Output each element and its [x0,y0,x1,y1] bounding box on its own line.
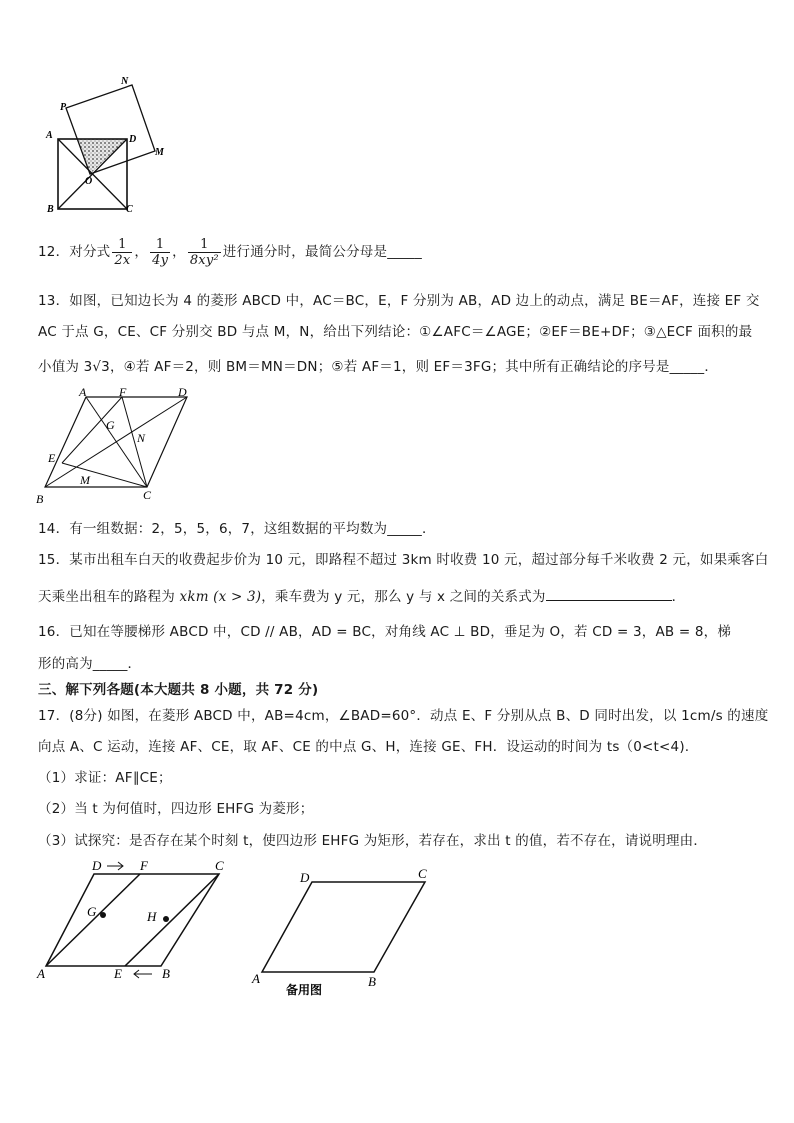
label-b: B [368,974,376,989]
label-m: M [155,147,164,158]
label-d: D [129,134,137,145]
q17-line-2: 向点 A、C 运动，连接 AF、CE，取 AF、CE 的中点 G、H，连接 GE、FH．设运动的时间为 ts（0<t<4). [38,739,690,755]
point-h [163,916,169,922]
q17-sub-1: （1）求证：AF∥CE； [38,770,172,786]
fraction-2: $\frac{1}{4y}$ [152,236,169,268]
q15-answer-blank [546,586,672,601]
shaded-region [78,139,127,174]
question-14: 14．有一组数据：2，5，5，6，7，这组数据的平均数为_____． [38,521,436,537]
q15-line2-middle: ，乘车费为 y 元，那么 y 与 x 之间的关系式为 [261,589,546,605]
q13-figure [30,385,200,510]
segment-bd [45,397,187,487]
label-p: P [60,102,67,113]
label-b: B [47,204,54,214]
section-3-title: 三、解下列各题(本大题共 8 小题，共 72 分) [38,682,319,698]
segment-ce [62,463,147,487]
label-b: B [36,492,44,506]
label-g: G [87,904,97,919]
label-c: C [143,488,152,502]
segment-ce [125,874,219,966]
q17-sub-3: （3）试探究：是否存在某个时刻 t，使四边形 EHFG 为矩形，若存在，求出 t 的值，若不存在，请说明理由． [38,833,708,849]
question-12 [38,233,422,271]
label-n: N [137,431,146,445]
label-d: D [300,870,310,885]
q16-line-2: 形的高为_____． [38,656,142,672]
label-f: F [140,858,148,873]
label-a: A [37,966,45,981]
q12-prefix: 12．对分式 [38,244,111,260]
q13-line-3: 小值为 3√3，④若 AF＝2，则 BM＝MN＝DN；⑤若 AF＝1，则 EF＝3FG；其中所有正确结论的序号是_____． [38,359,719,375]
fraction-3: $\frac{1}{\text{8xy²}}$ [189,236,219,268]
label-d: D [178,385,187,399]
q17-figure-spare [250,862,440,997]
label-o: O [85,176,93,187]
figure-caption: 备用图 [286,983,323,997]
label-b: B [162,966,170,981]
label-e: E [48,451,56,465]
fraction-1: $\frac{1}{2x}$ [114,236,131,268]
q13-line-2: AC 于点 G，CE、CF 分别交 BD 与点 M，N，给出下列结论：①∠AFC＝∠AGE；②EF＝BE+DF；③△ECF 面积的最 [38,324,753,340]
label-d: D [92,858,102,873]
label-a: A [252,971,260,986]
q16-line-1: 16．已知在等腰梯形 ABCD 中，CD // AB，AD = BC，对角线 AC ⊥ BD，垂足为 O，若 CD = 3，AB = 8，梯 [38,624,732,640]
label-e: E [114,966,122,981]
q17-figure-main [34,858,234,983]
label-m: M [80,473,90,487]
label-c: C [126,204,133,214]
segment-af [46,874,140,966]
q12-sep-2: ， [172,244,186,260]
q15-math: xkm (x > 3) [179,589,262,605]
q15-line2-start: 天乘坐出租车的路程为 [38,589,180,605]
q17-line-1: 17．(8分) 如图，在菱形 ABCD 中，AB=4cm，∠BAD=60°．动点 E、F 分别从点 B、D 同时出发，以 1cm/s 的速度 [38,708,769,724]
label-a: A [46,130,53,141]
label-c: C [418,866,427,881]
q17-sub-2: （2）当 t 为何值时，四边形 EHFG 为菱形； [38,801,314,817]
label-n: N [121,76,129,87]
label-c: C [215,858,224,873]
rhombus-abcd [46,874,219,966]
q11-figure [40,74,175,214]
label-f: F [119,385,127,399]
q15-line-2 [38,586,685,607]
q12-sep-1: ， [134,244,149,260]
label-h: H [147,909,157,924]
point-g [100,912,106,918]
q15-line-1: 15．某市出租车白天的收费起步价为 10 元，即路程不超过 3km 时收费 10 元，超过部分每千米收费 2 元，如果乘客白 [38,552,769,568]
q15-line2-end: ． [671,589,686,605]
label-g: G [106,418,115,432]
q12-suffix: 进行通分时，最简公分母是_____ [222,244,422,260]
label-a: A [79,385,87,399]
q13-line-1: 13．如图，已知边长为 4 的菱形 ABCD 中，AC＝BC，E，F 分别为 AB，AD 边上的动点，满足 BE＝AF，连接 EF 交 [38,293,760,309]
rhombus-abcd-spare [262,882,425,972]
